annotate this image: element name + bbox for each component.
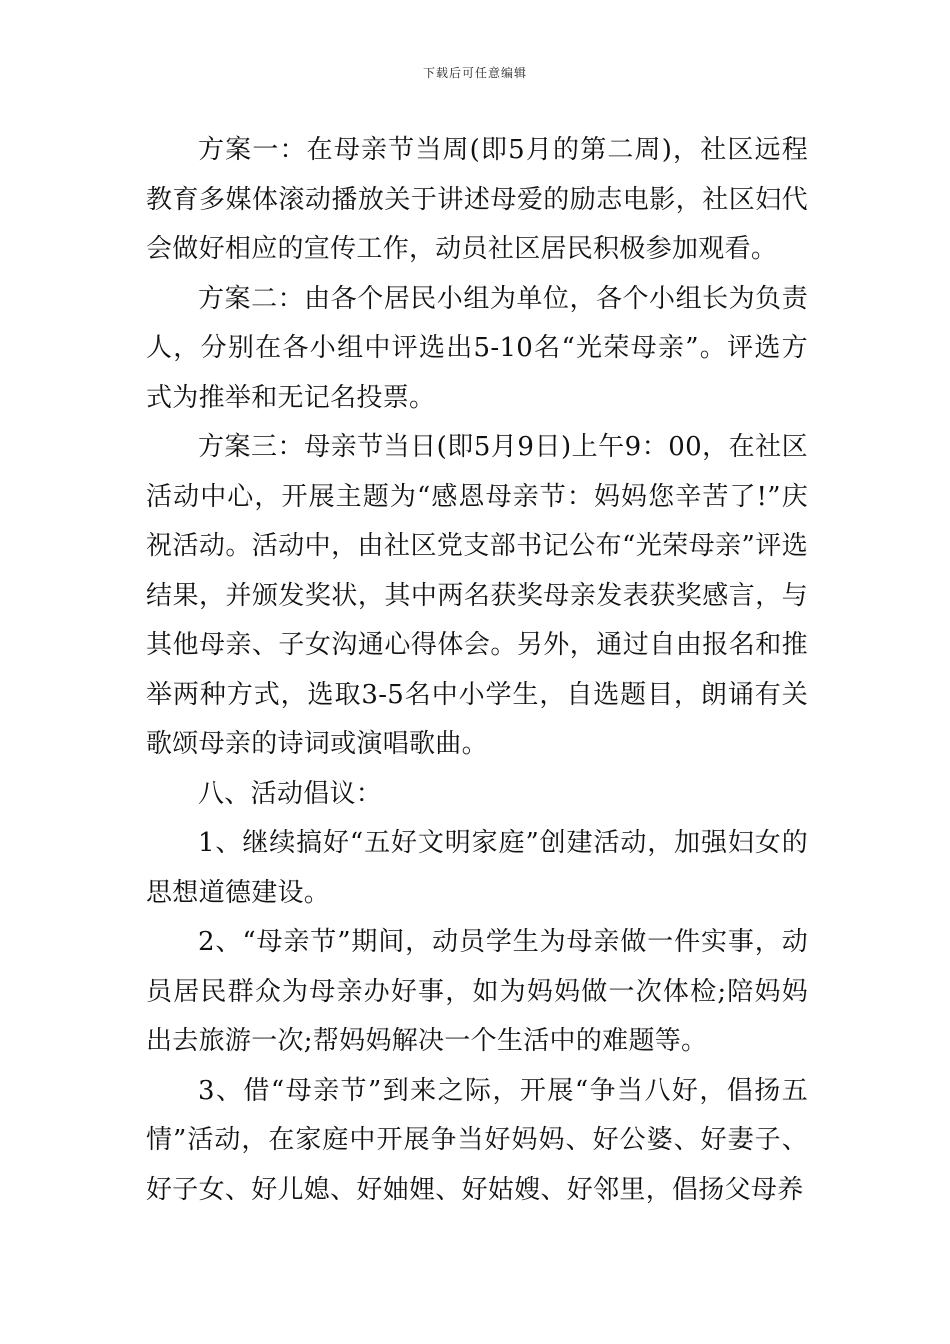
paragraph-plan-one: 方案一：在母亲节当周(即5月的第二周)，社区远程教育多媒体滚动播放关于讲述母爱的励志电影，社区妇代会做好相应的宣传工作，动员社区居民积极参加观看。: [146, 135, 808, 264]
paragraph-proposal-two: 2、“母亲节”期间，动员学生为母亲做一件实事，动员居民群众为母亲办好事，如为妈妈做一次体检;陪妈妈出去旅游一次;帮妈妈解决一个生活中的难题等。: [146, 927, 808, 1056]
paragraph-plan-two: 方案二：由各个居民小组为单位，各个小组长为负责人，分别在各小组中评选出5-10名“光荣母亲”。评选方式为推举和无记名投票。: [146, 283, 808, 413]
paragraph-proposal-one: 1、继续搞好“五好文明家庭”创建活动，加强妇女的思想道德建设。: [146, 828, 808, 908]
page-header-note: 下载后可任意编辑: [422, 66, 527, 80]
paragraph-proposal-three: 3、借“母亲节”到来之际，开展“争当八好，倡扬五情”活动，在家庭中开展争当好妈妈、好公婆、好妻子、好子女、好儿媳、好妯娌、好姑嫂、好邻里，倡扬父母养: [146, 1075, 808, 1205]
section-heading-activity-proposal: 八、活动倡议：: [198, 778, 383, 809]
paragraph-plan-three: 方案三：母亲节当日(即5月9日)上午9：00，在社区活动中心，开展主题为“感恩母亲节：妈妈您辛苦了!”庆祝活动。活动中，由社区党支部书记公布“光荣母亲”评选结果，并颁发奖状，其中两名获奖母亲发表获奖感言，与其他母亲、子女沟通心得体会。另外，通过自由报名和推举两种方式，选取3-5名中小学生，自选题目，朗诵有关歌颂母亲的诗词或演唱歌曲。: [146, 432, 808, 759]
document-body: [146, 126, 808, 1215]
